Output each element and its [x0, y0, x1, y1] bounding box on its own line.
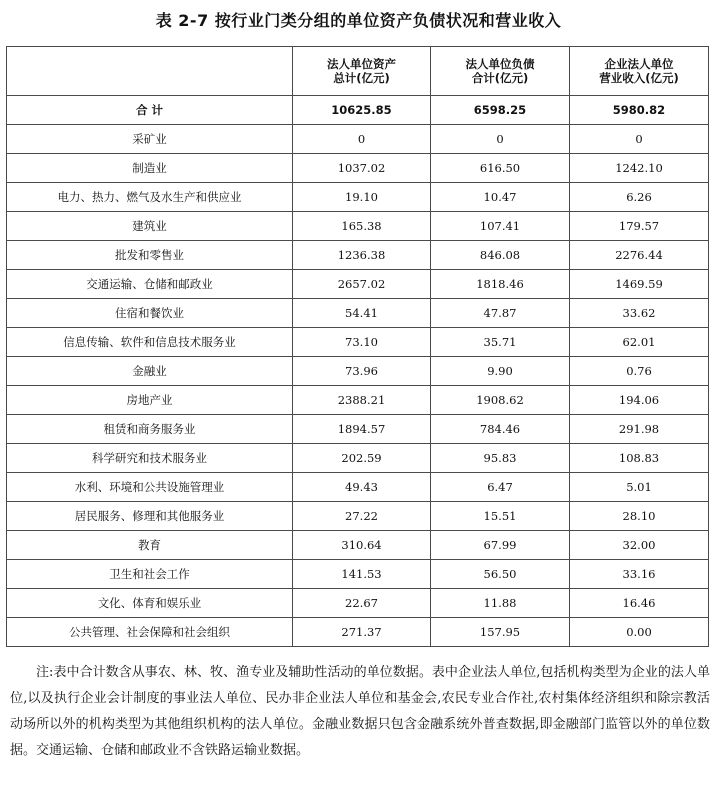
row-label: 批发和零售业	[7, 241, 293, 270]
row-label: 房地产业	[7, 386, 293, 415]
cell-revenue: 1469.59	[570, 270, 709, 299]
cell-revenue: 28.10	[570, 502, 709, 531]
table-row	[7, 154, 709, 183]
table-row	[7, 183, 709, 212]
row-label: 建筑业	[7, 212, 293, 241]
table-row	[7, 328, 709, 357]
cell-liabilities: 107.41	[431, 212, 570, 241]
cell-assets: 73.96	[293, 357, 431, 386]
cell-liabilities: 56.50	[431, 560, 570, 589]
table-row	[7, 589, 709, 618]
cell-liabilities: 6598.25	[431, 96, 570, 125]
cell-liabilities: 784.46	[431, 415, 570, 444]
cell-revenue: 33.62	[570, 299, 709, 328]
cell-assets: 27.22	[293, 502, 431, 531]
table-row	[7, 386, 709, 415]
cell-revenue: 6.26	[570, 183, 709, 212]
table-row	[7, 502, 709, 531]
cell-assets: 22.67	[293, 589, 431, 618]
row-label: 金融业	[7, 357, 293, 386]
row-label: 采矿业	[7, 125, 293, 154]
cell-revenue: 0	[570, 125, 709, 154]
table-body	[7, 96, 709, 647]
row-label: 居民服务、修理和其他服务业	[7, 502, 293, 531]
cell-revenue: 62.01	[570, 328, 709, 357]
cell-assets: 1037.02	[293, 154, 431, 183]
table-row	[7, 357, 709, 386]
row-label: 文化、体育和娱乐业	[7, 589, 293, 618]
cell-revenue: 194.06	[570, 386, 709, 415]
row-label: 教育	[7, 531, 293, 560]
cell-liabilities: 6.47	[431, 473, 570, 502]
row-label: 交通运输、仓储和邮政业	[7, 270, 293, 299]
row-label: 电力、热力、燃气及水生产和供应业	[7, 183, 293, 212]
cell-liabilities: 67.99	[431, 531, 570, 560]
cell-liabilities: 846.08	[431, 241, 570, 270]
cell-liabilities: 616.50	[431, 154, 570, 183]
row-label: 水利、环境和公共设施管理业	[7, 473, 293, 502]
cell-revenue: 291.98	[570, 415, 709, 444]
cell-liabilities: 9.90	[431, 357, 570, 386]
cell-revenue: 179.57	[570, 212, 709, 241]
table-row	[7, 415, 709, 444]
cell-liabilities: 1818.46	[431, 270, 570, 299]
row-label: 公共管理、社会保障和社会组织	[7, 618, 293, 647]
cell-liabilities: 95.83	[431, 444, 570, 473]
cell-revenue: 5980.82	[570, 96, 709, 125]
header-cell-assets: 法人单位资产 总计(亿元)	[293, 47, 431, 96]
table-row	[7, 125, 709, 154]
cell-assets: 0	[293, 125, 431, 154]
cell-assets: 1894.57	[293, 415, 431, 444]
cell-liabilities: 0	[431, 125, 570, 154]
row-label: 合 计	[7, 96, 293, 125]
cell-liabilities: 47.87	[431, 299, 570, 328]
cell-liabilities: 15.51	[431, 502, 570, 531]
row-label: 科学研究和技术服务业	[7, 444, 293, 473]
cell-revenue: 2276.44	[570, 241, 709, 270]
cell-assets: 141.53	[293, 560, 431, 589]
table-row-total	[7, 96, 709, 125]
cell-assets: 310.64	[293, 531, 431, 560]
cell-revenue: 108.83	[570, 444, 709, 473]
row-label: 制造业	[7, 154, 293, 183]
data-table	[6, 46, 709, 647]
cell-assets: 73.10	[293, 328, 431, 357]
row-label: 信息传输、软件和信息技术服务业	[7, 328, 293, 357]
row-label: 租赁和商务服务业	[7, 415, 293, 444]
cell-liabilities: 35.71	[431, 328, 570, 357]
table-row	[7, 560, 709, 589]
table-note: 注:表中合计数含从事农、林、牧、渔专业及辅助性活动的单位数据。表中企业法人单位,包括机构类型为企业的法人单位,以及执行企业会计制度的事业法人单位、民办非企业法人单位和基金会,农民专业合作社,农村集体经济组织和除宗教活动场所以外的机构类型为其他组织机构的法人单位。金融业数据只包含金融系统外普查数据,即金融部门监管以外的单位数据。交通运输、仓储和邮政业不含铁路运输业数据。	[10, 665, 710, 758]
cell-assets: 271.37	[293, 618, 431, 647]
table-title: 表 2-7 按行业门类分组的单位资产负债状况和营业收入	[155, 11, 562, 30]
table-row	[7, 299, 709, 328]
row-label: 卫生和社会工作	[7, 560, 293, 589]
cell-assets: 2388.21	[293, 386, 431, 415]
cell-revenue: 5.01	[570, 473, 709, 502]
table-row	[7, 618, 709, 647]
table-row	[7, 473, 709, 502]
table-row	[7, 212, 709, 241]
header-cell-industry	[7, 47, 293, 96]
table-header	[7, 47, 709, 96]
table-row	[7, 241, 709, 270]
row-label: 住宿和餐饮业	[7, 299, 293, 328]
cell-assets: 165.38	[293, 212, 431, 241]
cell-revenue: 33.16	[570, 560, 709, 589]
cell-assets: 202.59	[293, 444, 431, 473]
cell-assets: 49.43	[293, 473, 431, 502]
cell-liabilities: 11.88	[431, 589, 570, 618]
cell-assets: 1236.38	[293, 241, 431, 270]
cell-assets: 19.10	[293, 183, 431, 212]
cell-revenue: 16.46	[570, 589, 709, 618]
cell-revenue: 0.00	[570, 618, 709, 647]
cell-revenue: 1242.10	[570, 154, 709, 183]
table-row	[7, 270, 709, 299]
cell-liabilities: 1908.62	[431, 386, 570, 415]
cell-liabilities: 10.47	[431, 183, 570, 212]
table-row	[7, 531, 709, 560]
cell-assets: 10625.85	[293, 96, 431, 125]
cell-revenue: 0.76	[570, 357, 709, 386]
cell-assets: 54.41	[293, 299, 431, 328]
cell-liabilities: 157.95	[431, 618, 570, 647]
cell-revenue: 32.00	[570, 531, 709, 560]
header-cell-liabilities: 法人单位负债 合计(亿元)	[431, 47, 570, 96]
cell-assets: 2657.02	[293, 270, 431, 299]
table-row	[7, 444, 709, 473]
header-cell-revenue: 企业法人单位 营业收入(亿元)	[570, 47, 709, 96]
